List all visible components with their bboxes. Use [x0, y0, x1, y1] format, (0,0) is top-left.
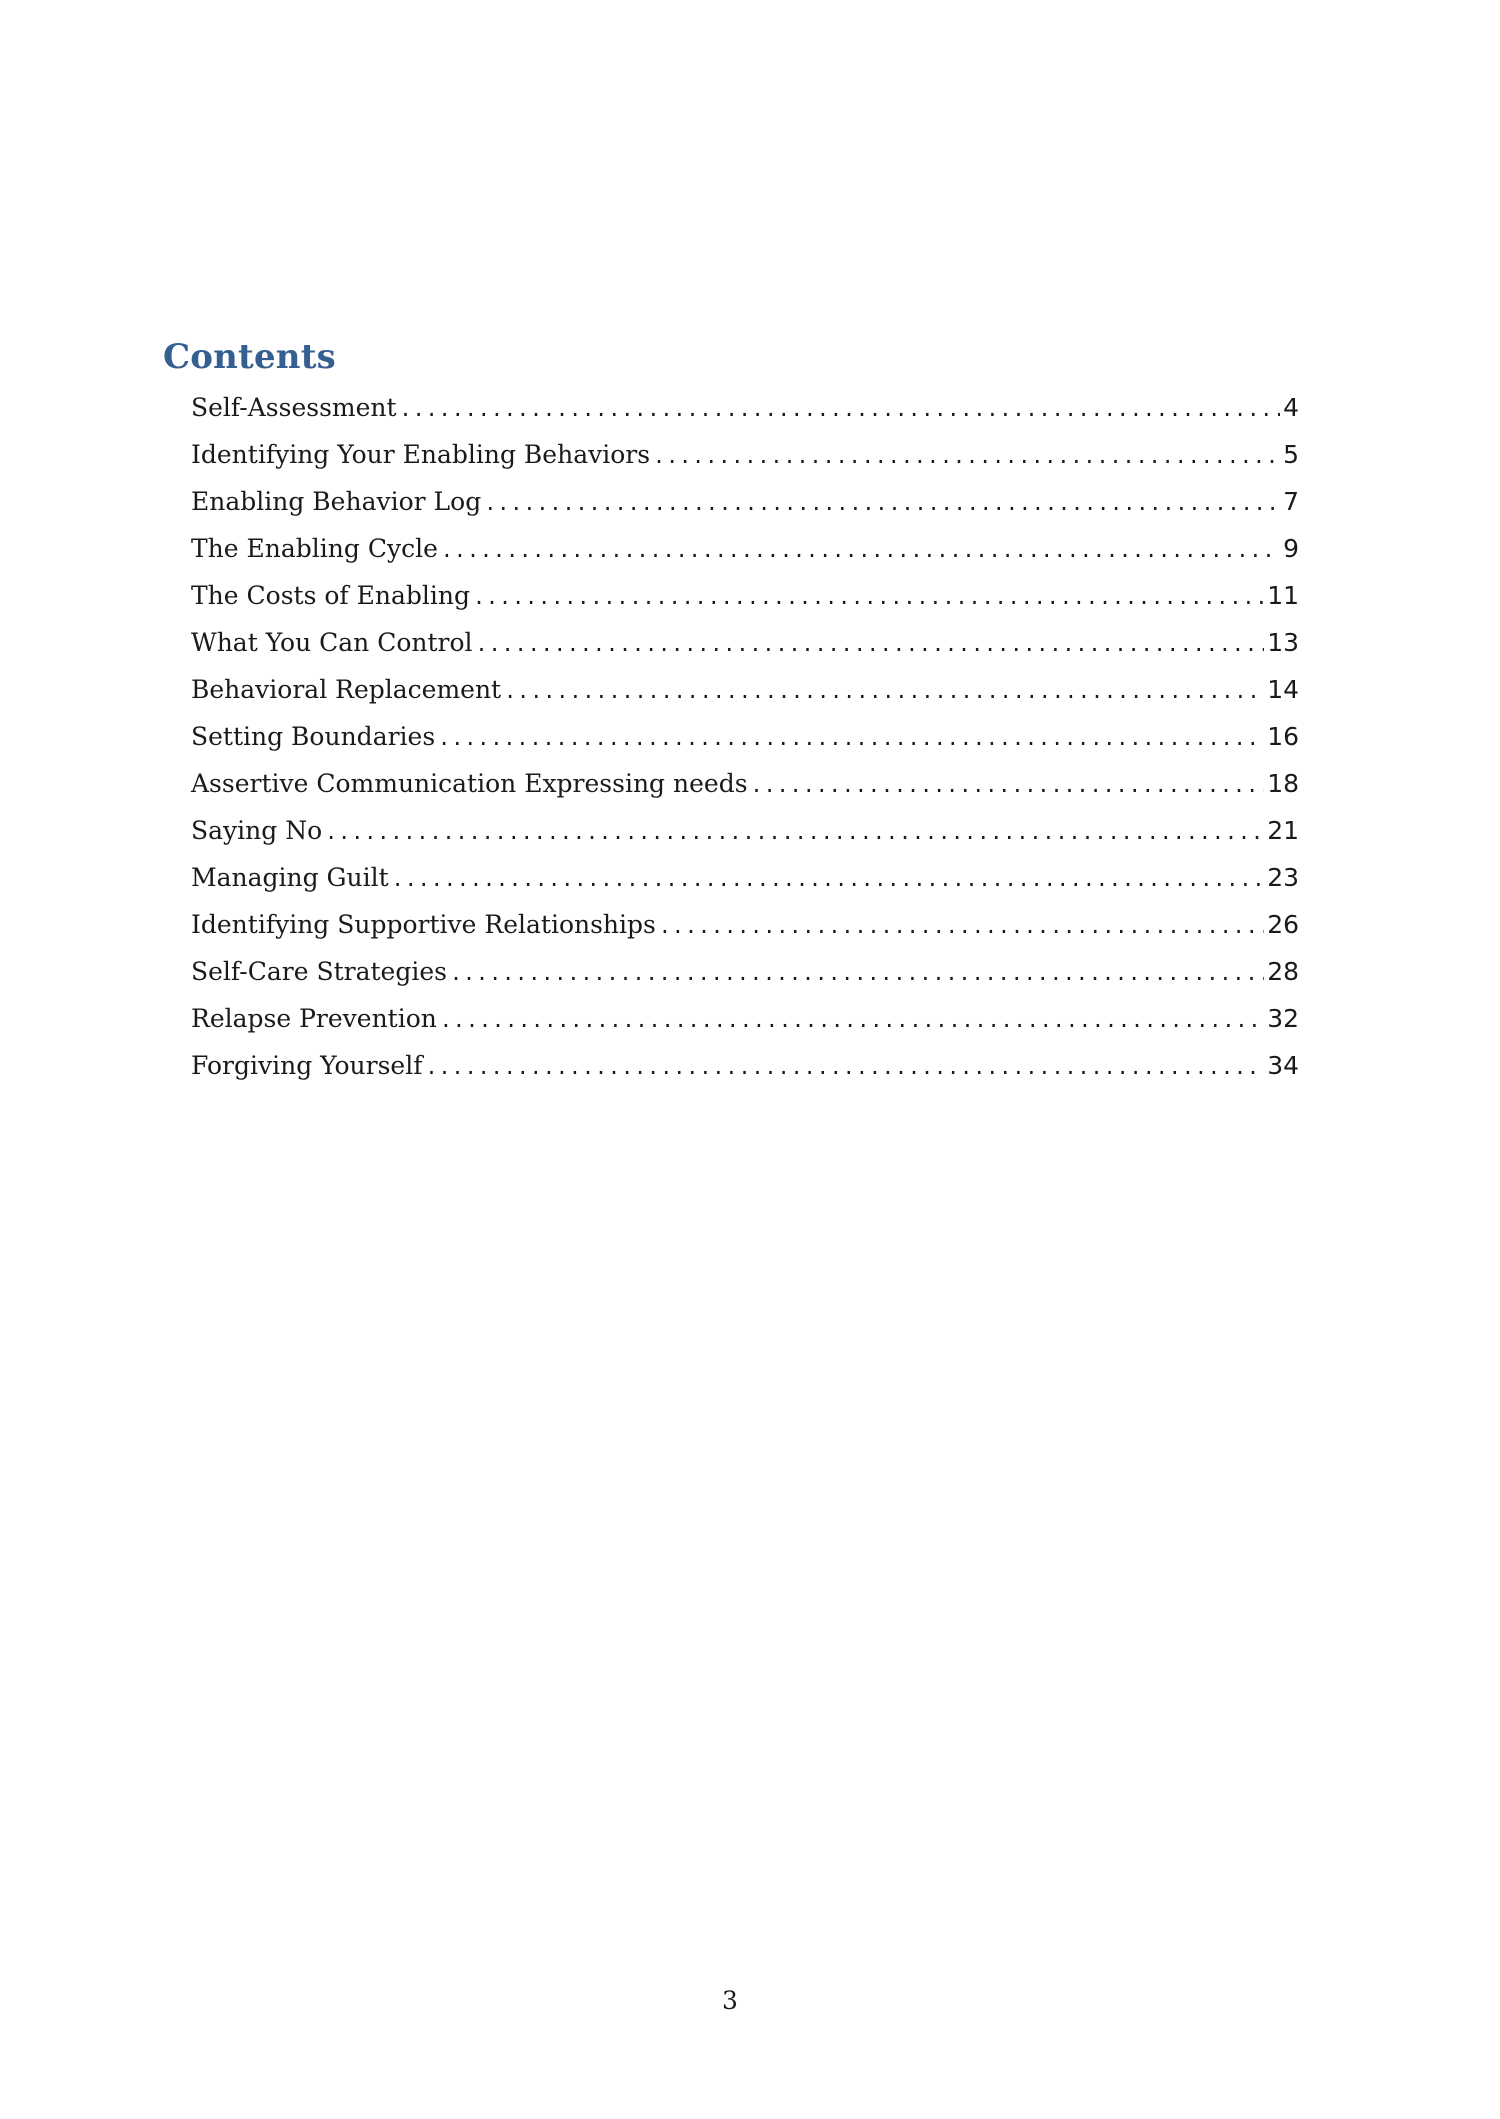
toc-entry-page: 26 — [1267, 910, 1299, 939]
toc-dot-leader — [425, 1044, 1264, 1091]
toc-entry[interactable] — [191, 1042, 1299, 1089]
toc-dot-leader — [504, 668, 1264, 715]
toc-entry-page: 34 — [1267, 1051, 1299, 1080]
toc-entry-title: Identifying Supportive Relationships — [191, 910, 656, 939]
toc-entry-title: Managing Guilt — [191, 863, 389, 892]
toc-entry-title: Setting Boundaries — [191, 722, 436, 751]
toc-list — [191, 384, 1299, 1089]
toc-entry-title: Forgiving Yourself — [191, 1051, 423, 1080]
toc-entry[interactable] — [191, 666, 1299, 713]
toc-entry[interactable] — [191, 760, 1299, 807]
toc-dot-leader — [659, 903, 1264, 950]
toc-entry[interactable] — [191, 619, 1299, 666]
toc-entry-page: 7 — [1283, 487, 1299, 516]
toc-entry-title: Relapse Prevention — [191, 1004, 437, 1033]
toc-entry[interactable] — [191, 901, 1299, 948]
toc-entry-page: 13 — [1267, 628, 1299, 657]
toc-entry-title: The Enabling Cycle — [191, 534, 438, 563]
toc-dot-leader — [473, 574, 1264, 621]
toc-dot-leader — [450, 950, 1264, 997]
toc-dot-leader — [392, 856, 1265, 903]
toc-entry-title: Identifying Your Enabling Behaviors — [191, 440, 651, 469]
toc-entry-title: Assertive Communication Expressing needs — [191, 769, 748, 798]
toc-dot-leader — [751, 762, 1265, 809]
toc-entry[interactable] — [191, 572, 1299, 619]
toc-entry[interactable] — [191, 995, 1299, 1042]
toc-entry[interactable] — [191, 431, 1299, 478]
toc-entry-page: 16 — [1267, 722, 1299, 751]
toc-entry-page: 5 — [1283, 440, 1299, 469]
toc-entry-page: 21 — [1267, 816, 1299, 845]
toc-dot-leader — [438, 715, 1264, 762]
toc-entry-title: Enabling Behavior Log — [191, 487, 482, 516]
toc-dot-leader — [325, 809, 1264, 856]
toc-entry[interactable] — [191, 525, 1299, 572]
page-number: 3 — [722, 1986, 738, 2015]
toc-entry-page: 32 — [1267, 1004, 1299, 1033]
toc-entry[interactable] — [191, 948, 1299, 995]
toc-entry[interactable] — [191, 384, 1299, 431]
toc-heading: Contents — [163, 337, 336, 377]
toc-dot-leader — [653, 433, 1280, 480]
toc-entry-title: The Costs of Enabling — [191, 581, 470, 610]
toc-entry-title: Self-Care Strategies — [191, 957, 447, 986]
toc-entry[interactable] — [191, 854, 1299, 901]
toc-entry-page: 9 — [1283, 534, 1299, 563]
toc-entry-title: Self-Assessment — [191, 393, 397, 422]
toc-entry[interactable] — [191, 478, 1299, 525]
toc-entry-page: 4 — [1283, 393, 1299, 422]
toc-entry-page: 14 — [1267, 675, 1299, 704]
toc-entry[interactable] — [191, 713, 1299, 760]
toc-dot-leader — [484, 480, 1280, 527]
toc-entry[interactable] — [191, 807, 1299, 854]
toc-entry-title: Saying No — [191, 816, 323, 845]
toc-dot-leader — [440, 997, 1264, 1044]
toc-entry-title: What You Can Control — [191, 628, 473, 657]
toc-entry-page: 28 — [1267, 957, 1299, 986]
toc-entry-title: Behavioral Replacement — [191, 675, 502, 704]
toc-entry-page: 11 — [1267, 581, 1299, 610]
toc-entry-page: 18 — [1267, 769, 1299, 798]
toc-entry-page: 23 — [1267, 863, 1299, 892]
toc-dot-leader — [400, 386, 1281, 433]
toc-dot-leader — [476, 621, 1265, 668]
toc-dot-leader — [441, 527, 1280, 574]
